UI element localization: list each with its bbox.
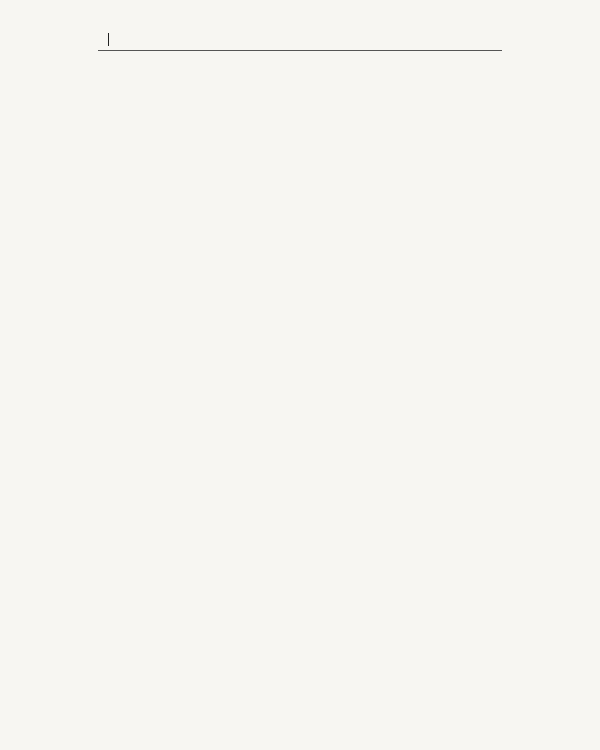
running-header xyxy=(100,31,500,49)
header-separator xyxy=(108,33,109,46)
header-rule xyxy=(98,50,502,51)
